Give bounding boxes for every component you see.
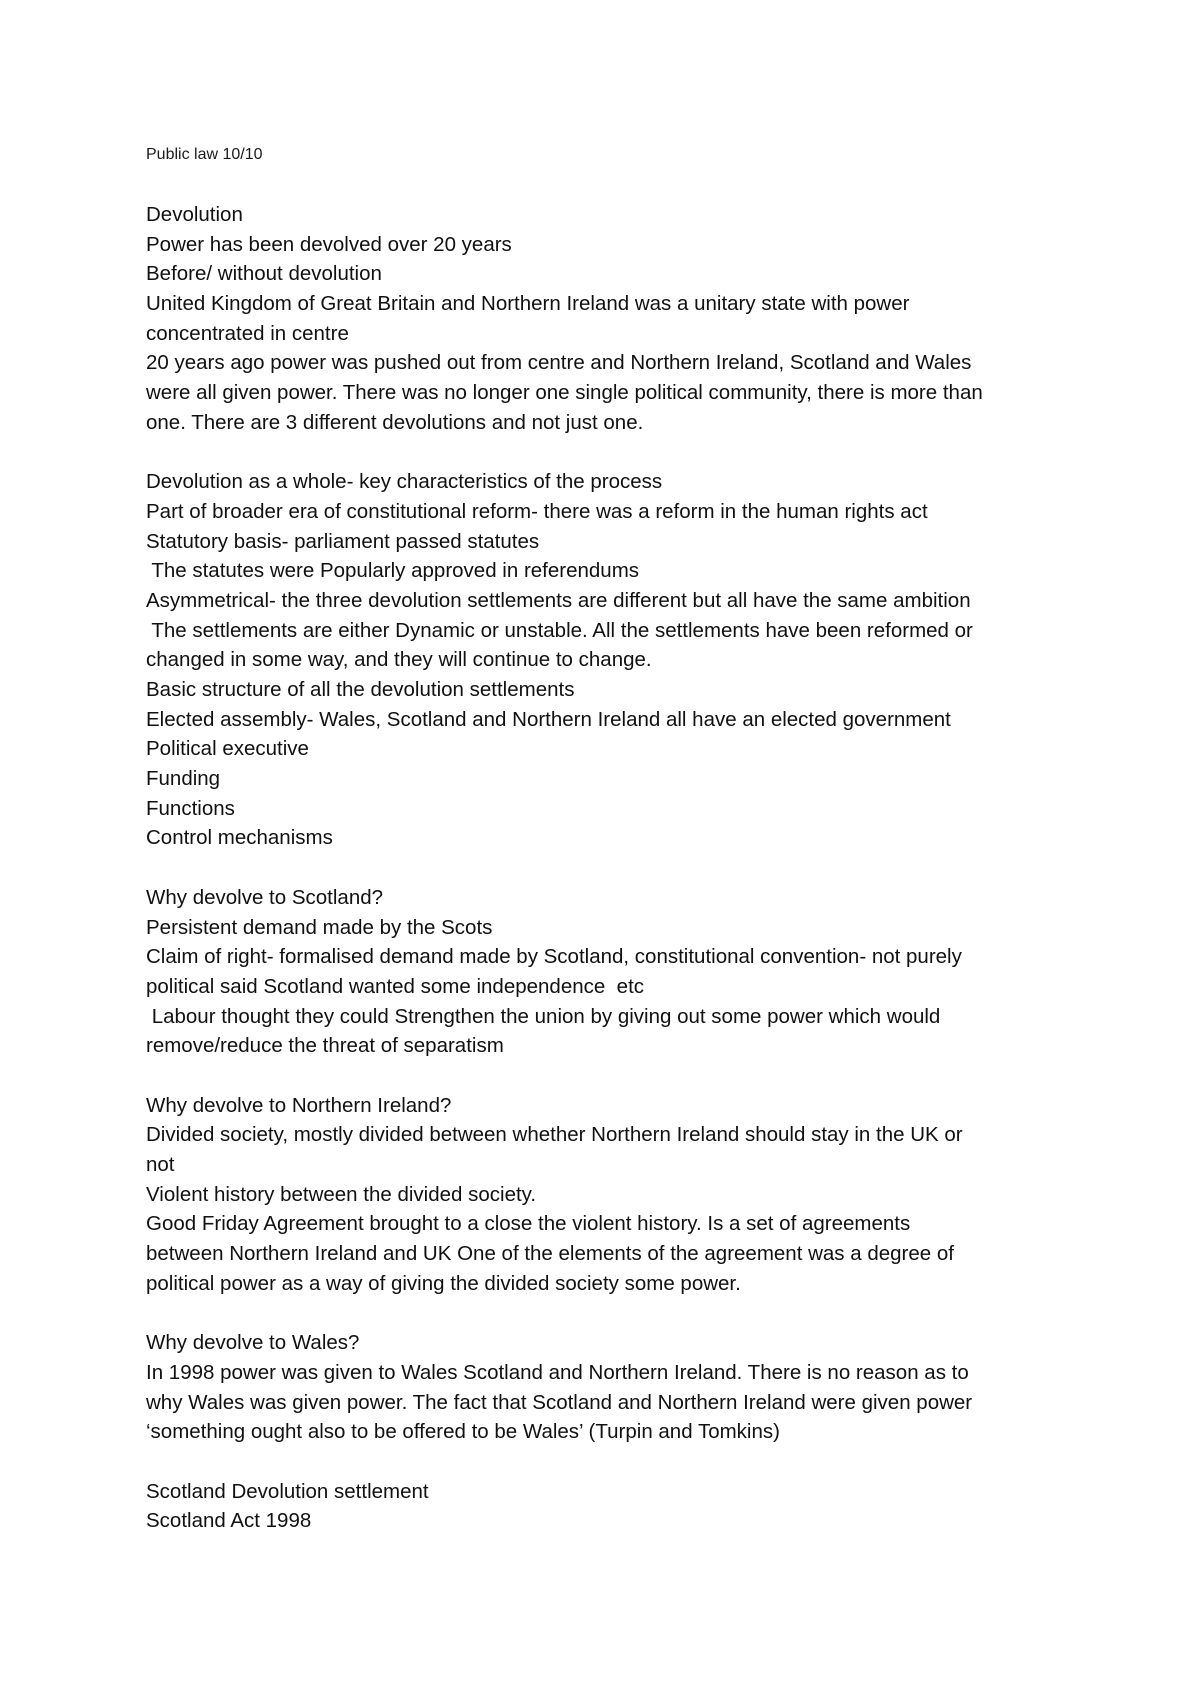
text-line: Power has been devolved over 20 years — [146, 232, 512, 256]
text-line: Devolution — [146, 203, 243, 226]
paragraph-block — [146, 1477, 1076, 1536]
text-line: Control mechanisms — [146, 826, 333, 850]
text-line: why Wales was given power. The fact that Scotland and Northern Ireland were given power — [146, 1390, 973, 1414]
text-line: Elected assembly- Wales, Scotland and Northern Ireland all have an elected government — [146, 707, 951, 731]
text-line: Why devolve to Northern Ireland? — [146, 1093, 452, 1117]
text-line: Persistent demand made by the Scots — [146, 915, 493, 939]
paragraph-gap — [146, 853, 1076, 883]
text-line: Violent history between the divided society. — [146, 1182, 537, 1206]
paragraph-gap — [146, 1447, 1076, 1477]
text-line: The statutes were Popularly approved in referendums — [146, 559, 640, 583]
text-line: Statutory basis- parliament passed statutes — [146, 529, 540, 553]
paragraph-block — [146, 1328, 1076, 1447]
document-title: Public law 10/10 — [146, 146, 263, 163]
paragraph-block — [146, 200, 1076, 438]
text-line: ‘something ought also to be offered to be Wales’ (Turpin and Tomkins) — [146, 1420, 780, 1444]
paragraph-block — [146, 467, 1076, 853]
text-line: not — [146, 1153, 175, 1176]
document-body — [146, 200, 1076, 1536]
text-line: Claim of right- formalised demand made by Scotland, constitutional convention- not purely — [146, 945, 962, 969]
text-line: 20 years ago power was pushed out from centre and Northern Ireland, Scotland and Wales — [146, 351, 972, 375]
text-line: United Kingdom of Great Britain and Northern Ireland was a unitary state with power — [146, 292, 910, 316]
paragraph-block — [146, 1091, 1076, 1299]
text-line: Labour thought they could Strengthen the union by giving out some power which would — [146, 1004, 941, 1028]
text-line: Before/ without devolution — [146, 262, 382, 286]
text-line: In 1998 power was given to Wales Scotland and Northern Ireland. There is no reason as to — [146, 1360, 969, 1384]
paragraph-gap — [146, 1298, 1076, 1328]
text-line: one. There are 3 different devolutions and not just one. — [146, 410, 644, 434]
text-line: Scotland Devolution settlement — [146, 1479, 429, 1503]
paragraph-gap — [146, 438, 1076, 468]
text-line: were all given power. There was no longer one single political community, there is more than — [146, 381, 983, 405]
text-line: concentrated in centre — [146, 321, 349, 345]
text-line: Asymmetrical- the three devolution settlements are different but all have the same ambition — [146, 588, 971, 612]
text-line: Funding — [146, 767, 221, 791]
text-line: political said Scotland wanted some independence etc — [146, 974, 645, 998]
text-line: Devolution as a whole- key characteristics of the process — [146, 470, 663, 494]
text-line: between Northern Ireland and UK One of the elements of the agreement was a degree of — [146, 1242, 954, 1266]
text-line: Part of broader era of constitutional reform- there was a reform in the human rights act — [146, 499, 928, 523]
text-line: Functions — [146, 796, 235, 820]
text-line: changed in some way, and they will continue to change. — [146, 648, 652, 672]
text-line: Good Friday Agreement brought to a close the violent history. Is a set of agreements — [146, 1212, 911, 1236]
text-line: Why devolve to Wales? — [146, 1331, 360, 1355]
text-line: remove/reduce the threat of separatism — [146, 1034, 504, 1058]
text-line: Basic structure of all the devolution settlements — [146, 678, 575, 701]
text-line: Why devolve to Scotland? — [146, 885, 384, 909]
paragraph-block — [146, 883, 1076, 1061]
text-line: The settlements are either Dynamic or unstable. All the settlements have been reformed or — [146, 618, 973, 642]
text-line: Divided society, mostly divided between whether Northern Ireland should stay in the UK or — [146, 1123, 963, 1147]
paragraph-gap — [146, 1061, 1076, 1091]
text-line: Scotland Act 1998 — [146, 1509, 312, 1533]
text-line: Political executive — [146, 737, 309, 761]
text-line: political power as a way of giving the divided society some power. — [146, 1271, 741, 1295]
